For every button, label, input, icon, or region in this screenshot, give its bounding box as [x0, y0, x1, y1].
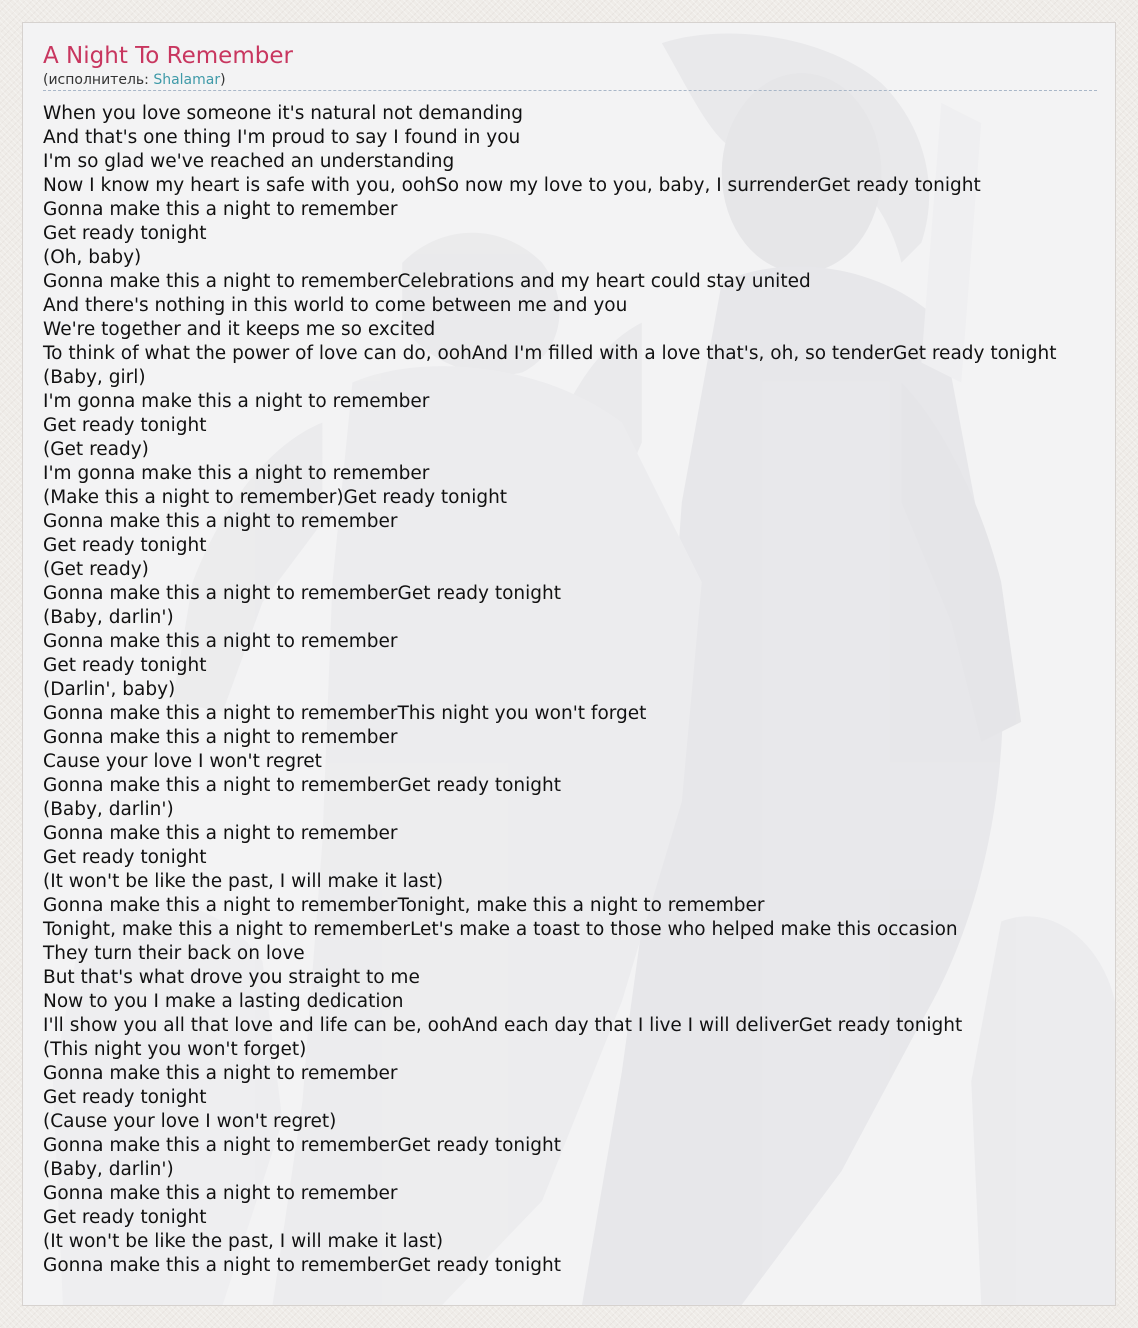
lyric-line: When you love someone it's natural not demanding — [43, 103, 523, 124]
lyric-line: Gonna make this a night to rememberGet ready tonight — [43, 1255, 562, 1276]
lyric-line: Get ready tonight — [43, 415, 207, 436]
lyric-line: They turn their back on love — [43, 943, 305, 964]
artist-suffix: ) — [220, 72, 226, 88]
lyric-line: I'll show you all that love and life can be, oohAnd each day that I live I will deliverGet ready tonight — [43, 1015, 963, 1036]
lyric-line: Gonna make this a night to rememberCelebrations and my heart could stay united — [43, 271, 811, 292]
lyric-line: (It won't be like the past, I will make it last) — [43, 871, 444, 892]
lyric-line: Gonna make this a night to remember — [43, 631, 398, 652]
lyric-line: Get ready tonight — [43, 1207, 207, 1228]
lyric-line: Gonna make this a night to remember — [43, 727, 398, 748]
lyrics-body — [43, 102, 1115, 1278]
song-content — [43, 41, 1115, 1278]
lyric-line: Get ready tonight — [43, 535, 207, 556]
lyric-line: (Baby, darlin') — [43, 607, 174, 628]
lyric-line: (Baby, darlin') — [43, 1159, 174, 1180]
lyric-line: Gonna make this a night to rememberGet ready tonight — [43, 1135, 562, 1156]
lyric-line: To think of what the power of love can do, oohAnd I'm filled with a love that's, oh, so tenderGet ready tonight — [43, 343, 1057, 364]
lyric-line: (Make this a night to remember)Get ready tonight — [43, 487, 508, 508]
lyric-line: (Baby, girl) — [43, 367, 146, 388]
lyric-line: I'm gonna make this a night to remember — [43, 463, 430, 484]
lyric-line: Gonna make this a night to remember — [43, 511, 398, 532]
lyric-line: (Get ready) — [43, 559, 149, 580]
lyric-line: Now to you I make a lasting dedication — [43, 991, 404, 1012]
lyric-line: And there's nothing in this world to come between me and you — [43, 295, 628, 316]
lyric-line: I'm so glad we've reached an understanding — [43, 151, 455, 172]
lyric-line: Get ready tonight — [43, 847, 207, 868]
lyric-line: Get ready tonight — [43, 655, 207, 676]
lyric-line: I'm gonna make this a night to remember — [43, 391, 430, 412]
lyric-line: Gonna make this a night to rememberGet ready tonight — [43, 775, 562, 796]
lyric-line: Gonna make this a night to rememberTonight, make this a night to remember — [43, 895, 765, 916]
lyric-line: Cause your love I won't regret — [43, 751, 322, 772]
song-title: A Night To Remember — [43, 43, 293, 69]
title-divider — [43, 90, 1097, 91]
lyric-line: (Baby, darlin') — [43, 799, 174, 820]
lyric-line: And that's one thing I'm proud to say I found in you — [43, 127, 521, 148]
lyric-line: (Darlin', baby) — [43, 679, 176, 700]
lyric-line: (It won't be like the past, I will make it last) — [43, 1231, 444, 1252]
lyric-line: Get ready tonight — [43, 1087, 207, 1108]
lyric-line: (This night you won't forget) — [43, 1039, 307, 1060]
lyric-line: (Oh, baby) — [43, 247, 142, 268]
artist-prefix: (исполнитель: — [43, 72, 154, 88]
lyric-line: Gonna make this a night to rememberGet ready tonight — [43, 583, 562, 604]
lyric-line: Gonna make this a night to remember — [43, 1183, 398, 1204]
lyric-line: Tonight, make this a night to rememberLet's make a toast to those who helped make this occasion — [43, 919, 958, 940]
lyric-line: Now I know my heart is safe with you, oohSo now my love to you, baby, I surrenderGet ready tonight — [43, 175, 981, 196]
lyrics-card — [22, 22, 1116, 1306]
lyric-line: Get ready tonight — [43, 223, 207, 244]
artist-link[interactable]: Shalamar — [153, 72, 221, 88]
lyric-line: We're together and it keeps me so excited — [43, 319, 436, 340]
lyric-line: (Get ready) — [43, 439, 149, 460]
lyric-line: Gonna make this a night to rememberThis night you won't forget — [43, 703, 647, 724]
lyric-line: (Cause your love I won't regret) — [43, 1111, 337, 1132]
lyric-line: Gonna make this a night to remember — [43, 823, 398, 844]
artist-line — [43, 71, 1115, 89]
lyric-line: But that's what drove you straight to me — [43, 967, 420, 988]
lyric-line: Gonna make this a night to remember — [43, 1063, 398, 1084]
lyric-line: Gonna make this a night to remember — [43, 199, 398, 220]
